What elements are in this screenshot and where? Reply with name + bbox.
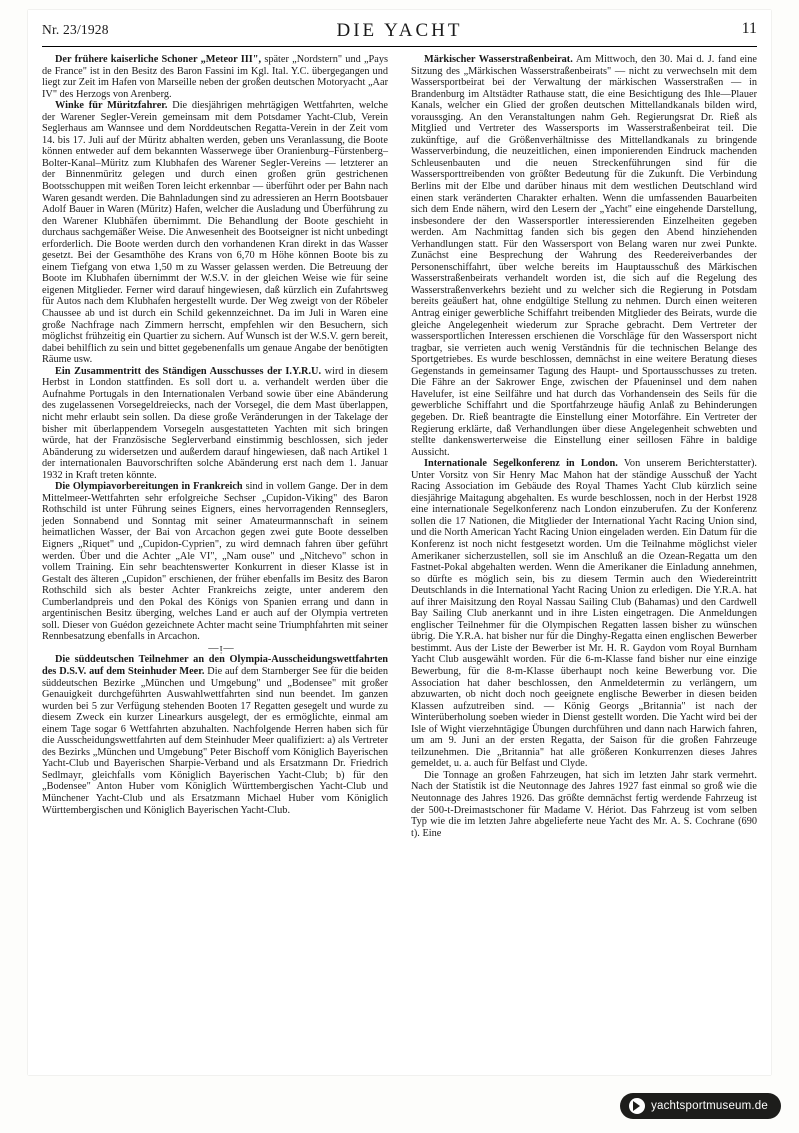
paragraph [42,481,388,643]
article-columns [42,54,757,1034]
paragraph-text: sind in vollem Gange. Der in dem Mittelmeer-Wettfahrten sehr erfolgreiche Sechser „Cupidon-Viking" des Baron Rothschild ist unter Führung seines Eigners, eines hervorragenden Rennseglers, jeden Sonnabend und Sonntag mit seiner Amateurmannschaft in seinem heimatlichen Wasser, der Bai von Arcachon gegen zwei gute Boote desselben Eigners „Riquet" und „Cupidon-Cyprien", zu wird demnach fahren über geführt werden. Über und die Achter „Ale VI", „Nam ouse" und „Nitchevo" schon in vollem Training. Ein sehr beachtenswerter Konkurrent in dieser Klasse ist in Gestalt des älteren „Cupidon" erschienen, der früher ebenfalls im Besitz des Baron Rothschild sich als bester Achter Frankreichs zeigte, unter anderem den Cumberlandpreis und den Pokal des Königs von Spanien errang und dann in argentinischen Besitz überging, welches Land er auch auf der Olympia vertreten soll. Dieser von Guédon gezeichnete Achter macht seine Triumphfahrten mit seiner Rennbesatzung ebenfalls in Arcachon. [42,481,388,643]
paragraph-heading: Ein Zusammentritt des Ständigen Ausschusses der I.Y.R.U. [55,365,322,377]
section-divider: —ᴉ— [208,642,235,654]
scanned-page [28,10,771,1075]
issue-number: Nr. 23/1928 [42,22,109,37]
play-circle-icon [629,1098,645,1114]
watermark-badge[interactable] [620,1093,781,1119]
paragraph-text: Die Tonnage an großen Fahrzeugen, hat sich im letzten Jahr stark vermehrt. Nach der Statistik ist die Neutonnage des Jahres 1927 fast einmal so groß wie die Neutonnage des Jahres 1926. Das größte demnächst fertig werdende Fahrzeug ist der 500-t-Dreimastschoner für Madame V. Hériot. Das Fahrzeug ist vom selben Typ wie die im letzten Jahre abgelieferte neue Yacht des Mr. A. S. Cochrane (690 t). Eine [411,769,757,839]
paragraph [411,458,757,770]
paragraph [42,654,388,816]
paragraph-heading: Internationale Segelkonferenz in London. [424,458,618,470]
watermark-label: yachtsportmuseum.de [651,1100,768,1112]
paragraph-heading: Der frühere kaiserliche Schoner „Meteor III", [55,54,262,65]
paragraph [42,366,388,481]
column-left [42,54,388,1034]
paragraph [42,54,388,100]
paragraph-heading: Märkischer Wasserstraßenbeirat. [424,54,573,65]
masthead-divider [42,46,757,47]
paragraph-text: später „Nordstern" und „Pays de France" ist in den Besitz des Baron Fassini im Kgl. Ital. Y.C. übergegangen und liegt zur Zeit im Hafen von Marseille neben der großen deutschen Motoryacht „Aar IV" des Herzogs von Arenberg. [42,54,388,100]
publication-title: DIE YACHT [336,20,463,41]
paragraph [42,100,388,366]
paragraph-text: Die diesjährigen mehrtägigen Wettfahrten, welche der Warener Segler-Verein gemeinsam mit dem Potsdamer Yacht-Club, Verein Seglerhaus am Wannsee und dem Norddeutschen Regatta-Verein in der Zeit vom 14. bis 17. Juli auf der Müritz abhalten werden, geben uns Veranlassung, die Boote können entweder auf dem bekannten Wasserwege über Oranienburg–Fürstenberg–Bolter-Kanal–Müritz zum Klubhafen des Warener Segler-Vereins — letzterer an der Binnenmüritz gelegen und durch einen großen grün gestrichenen Bootsschuppen mit weißen Toren leicht erkennbar — überführt oder per Bahn nach Waren gesandt werden. Die Bahnladungen sind zu adressieren an Herrn Bootsbauer Adolf Bauer in Waren (Müritz) Hafen, welcher die Ausladung und Überführung zu den Warener Klubhäfen übernimmt. Die Behandlung der Boote geschieht in durchaus sachgemäßer Weise. Die Anwesenheit des Bootseigner ist nicht unbedingt erforderlich. Die Boote werden durch den vorhandenen Kran direkt in das Wasser gesetzt. Bei der Gesamthöhe des Krans von 6,70 m Höhe können Boote bis zu einem Tiefgang von etwa 1,50 m zu Wasser gelassen werden. Die Betreuung der Boote im Klubhafen übernimmt der W.S.V. in der gleichen Weise wie für seine eigenen Mitglieder. Ferner wird darauf hingewiesen, daß kürzlich ein Zufahrtsweg für Autos nach dem Klubhafen hergestellt wurde. Der Weg zweigt von der Röbeler Chaussee ab und ist durch ein Schild gekennzeichnet. Da im Juli in Waren eine große Nachfrage nach Zimmern herrscht, empfehlen wir den Besuchern, sich möglichst frühzeitig ein Quartier zu sichern. Auf Wunsch ist der W.S.V. gern bereit, dabei behilflich zu sein und bittet gegebenenfalls um genaue Angabe der benötigten Räume usw. [42,100,388,366]
paragraph [411,770,757,839]
paragraph-text: Am Mittwoch, den 30. Mai d. J. fand eine Sitzung des „Märkischen Wasserstraßenbeirats" — nicht zu verwechseln mit dem Wassersportbeirat bei der Verwaltung der märkischen Wasserstraßen — in Brandenburg im Altstädter Rathause statt, die eine Besichtigung des Ihle—Plauer Kanals, welcher ein Glied der großen deutschen Mittellandkanals bilden wird, voraussging. An den Veranstaltungen nahm Geh. Regierungsrat Dr. Rieß als Mitglied und Vertreter des Wassersports im Wasserstraßenbeirat teil. Die zukünftige, auf die Größenverhältnisse des Mittellandkanals zu bringende Wasserverbindung, die neuzeitlichen, einen imponierenden Eindruck machenden Schleusenbauten und die neuen Streckenführungen sind für die Wassersporttreibenden von größter Bedeutung für die Zukunft. Die Verbindung Berlins mit der Elbe und darüber hinaus mit dem westlichen Deutschland wird einen stark veränderten Charakter erhalten. Wenn die umfassenden Bauarbeiten sich dem Ende nähern, wird den Lesern der „Yacht" eine eingehende Darstellung, insbesondere der den Wassersportler interessierenden Einzelheiten gegeben werden. Am Nachmittag fanden sich bis gegen den Abend hinziehenden Verhandlungen statt. Für den Wassersport von Belang waren nur zwei Punkte. Zunächst eine Besprechung der Wahrung des Reedereiverbandes der Personenschiffahrt, über welche bereits im Hauptausschuß des Märkischen Wasserstraßenbeirats verhandelt worden ist, die sich auf die Regelung des Wasserstraßenverkehrs bezieht und zu welcher sich die Regierung in Potsdam bereits geäußert hat, ohne endgültige Stellung zu nehmen. Durch einen weiteren Antrag einiger gewerbliche Schiffahrt treibenden Mitglieder des Beirats, wurde die gleiche Angelegenheit wiederum zur Sprache gebracht. Dem Vertreter der wassersportlichen Interessen erschienen die Vorschläge für den Wassersport nicht tragbar, sie verrieten auch wenig Verständnis für die technischen Belange des Sportgetriebes. Es wurde beschlossen, demnächst in eine weitere Beratung dieses Gegenstands in gemeinsamer Tagung des Haupt- und Sportausschusses zu treten. Die Fähre an der Sakrower Enge, zwischen der Pfaueninsel und dem nahen Havelufer, ist eine Seilfähre und hat durch das Vorhandensein des Seils für die gewerbliche Schiffahrt und die Sportfahrzeuge häufig Anlaß zu Behinderungen gegeben. Dr. Rieß beantragte die Einstellung einer Motorfähre. Ein Vertreter der Regierung erklärte, daß Verhandlungen über diese Angelegenheit schwebten und stellte dankenswerterweise die Einstellung einer seillosen Fähre in baldige Aussicht. [411,54,757,458]
paragraph-heading: Winke für Müritzfahrer. [55,100,168,112]
paragraph [411,54,757,458]
paragraph-heading: Die Olympiavorbereitungen in Frankreich [55,481,243,493]
paragraph-heading: Die süddeutschen Teilnehmer an den Olympia-Ausscheidungswettfahrten des D.S.V. auf dem Steinhuder Meer. [42,654,388,677]
paragraph-text: wird in diesem Herbst in London stattfinden. Es soll dort u. a. verhandelt werden über die Aufnahme Portugals in den Internationalen Verband sowie über eine Abänderung des zugelassenen Vorsegeldreiecks, nach der Vorsegel, die dem Mast überlappen, nicht mehr erlaubt sein sollen. Da diese große Veränderungen in der Takelage der bisher mit überlappendem Vorsegeln ausgestatteten Yachten mit sich bringen würde, hat der Französische Seglerverband einstimmig beschlossen, sich jeder Abänderung zu widersetzen und außerdem darauf hingewiesen, daß nach Artikel 1 der internationalen Bauvorschriften solche Abänderung erst nach dem 1. Januar 1932 in Kraft treten könnte. [42,365,388,481]
paragraph-text: Die auf dem Starnberger See für die beiden süddeutschen Bezirke „München und Umgebung" und „Bodensee" mit großer Genauigkeit durchgeführten Auswahlwettfahrten sind nun beendet. Im ganzen wurden bei 5 zur Verfügung stehenden Booten 17 Regatten gesegelt und wurde zu diesem Zweck ein kurzer Linearkurs ausgelegt, der es ermöglichte, einmal am einem Tage sogar 6 Wettfahrten abzuhalten. Nachfolgende Herren haben sich für die Ausscheidungswettfahrten auf dem Steinhuder Meer qualifiziert: a) als Vertreter des Bezirks „München und Umgebung" Peter Bischoff vom Königlich Bayerischen Yacht-Club und Bayerischen Sharpie-Verband und als Ersatzmann Dr. Friedrich Sedlmayr, gleichfalls vom Königlich Bayerischen Yacht-Club; b) für den „Bodensee" Anton Huber vom Königlich Württembergischen Yacht-Club und Münchener Yacht-Club und als Ersatzmann Michael Huber vom Königlich Württembergischen und Königlich Bayerischen Yacht-Club. [42,665,388,816]
column-right [411,54,757,1034]
masthead [42,20,757,46]
page-number: 11 [741,20,757,37]
paragraph-text: Von unserem Berichterstatter). Unter Vorsitz von Sir Henry Mac Mahon hat der ständige Ausschuß der Yacht Racing Association im Gebäude des Royal Thames Yacht Club kürzlich seine diesjährige Maitagung abgehalten. Es wurde beschlossen, noch in der Herbst 1928 eine internationale Segelkonferenz nach London einzuberufen. Zu der Konferenz sollen die 17 Nationen, die Mitglieder der International Yacht Racing Union sind, und die North American Yacht Racing Union eingeladen werden. Ein Datum für die Konferenz ist noch nicht festgesetzt worden. Um die Teilnahme möglichst vieler Amerikaner sicherzustellen, soll sie im Anschluß an die Ozean-Regatta um den Fastnet-Pokal abgehalten werden. Wenn die Amerikaner die Einladung annehmen, so dürfte es möglich sein, bis zu diesem Termin auch den Wiedereintritt Deutschlands in die International Yacht Racing Union zu erledigen. Die Y.R.A. hat auf ihrer Maisitzung den Royal Nassau Sailing Club (Bahamas) und den Cardwell Bay Sailing Club anerkannt und in ihre Listen eingetragen. Die Anmeldungen englischer Teilnehmer für die Olympischen Regatten lassen bisher zu wünschen übrig. Die Y.R.A. hat bisher nur für die Dinghy-Regatta einen englischen Bewerber bestimmt. Aus der Liste der Bewerber ist Mr. H. R. Gaydon vom Royal Burnham Yacht Club ausgewählt worden. Für die 6-m-Klasse fand bisher nur eine einzige Bewerbung, für die 8-m-Klasse überhaupt noch keine Bewerbung vor. Die Association hat daher beschlossen, den Anmeldetermin zu verlängern, um abzuwarten, ob nicht doch noch geeignete englische Bewerber in diesen beiden Klassen aufzutreiben sind. — König Georgs „Britannia" ist nach der Winterüberholung soeben wieder in Dienst gestellt worden. Die Yacht wird bei der Isle of Wight vierzehntägige Übungen durchführen und dann nach Harwich fahren, um am 9. Juni an der ersten Regatta, der Saison für die großen Fahrzeuge teilzunehmen. Die „Britannia" hat alle größeren Konkurrenzen dieses Jahres gemeldet, u. a. auch für Belfast und Clyde. [411,458,757,770]
